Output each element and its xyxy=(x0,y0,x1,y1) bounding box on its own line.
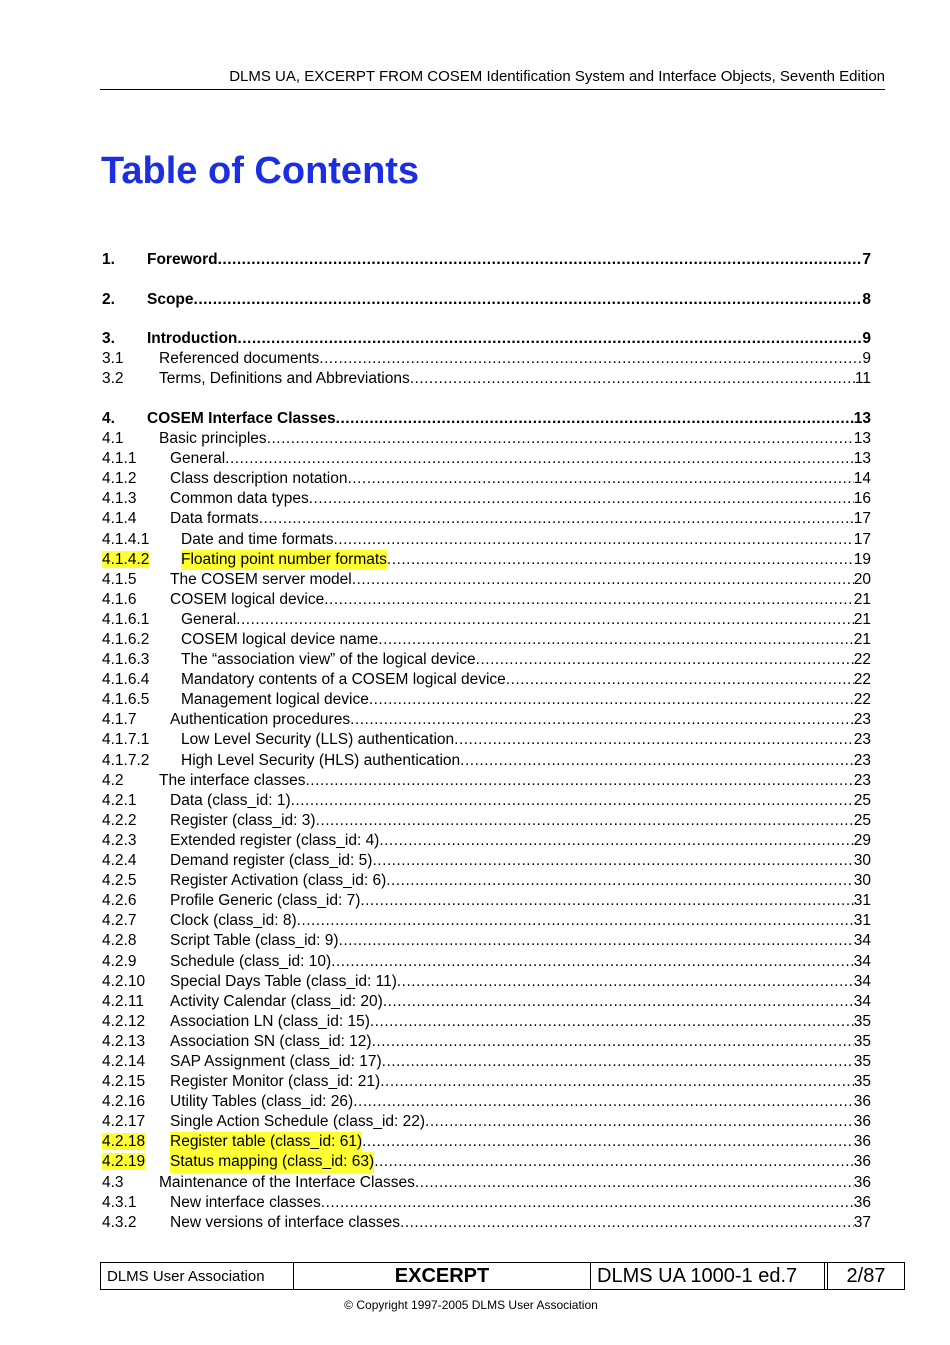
dot-leader xyxy=(386,871,854,891)
toc-entry-title: Scope xyxy=(147,290,194,308)
toc-entry-number: 4.1.6.1 xyxy=(102,610,150,628)
toc-entry-number: 4.2.17 xyxy=(102,1113,146,1131)
toc-entry[interactable] xyxy=(102,650,871,670)
toc-entry-number: 4.1.2 xyxy=(102,470,137,488)
toc-entry[interactable] xyxy=(102,1152,871,1172)
dot-leader xyxy=(321,1193,854,1213)
toc-entry[interactable] xyxy=(102,710,871,730)
toc-entry-page: 31 xyxy=(853,892,871,910)
toc-entry-page: 14 xyxy=(853,470,871,488)
toc-entry-title: Low Level Security (LLS) authentication xyxy=(181,731,455,749)
toc-entry[interactable] xyxy=(102,349,871,369)
toc-entry-title: COSEM Interface Classes xyxy=(147,409,336,427)
toc-entry[interactable] xyxy=(102,1193,871,1213)
footer-table xyxy=(100,1262,905,1290)
toc-entry[interactable] xyxy=(102,1173,871,1193)
toc-entry-number: 4.1.4.1 xyxy=(102,530,150,548)
toc-entry-number: 3.2 xyxy=(102,370,124,388)
toc-entry-page: 36 xyxy=(853,1113,871,1131)
toc-entry-page: 23 xyxy=(853,771,871,789)
toc-entry-number: 4.2.16 xyxy=(102,1093,146,1111)
toc-entry[interactable] xyxy=(102,590,871,610)
toc-entry-page: 36 xyxy=(853,1173,871,1191)
toc-entry[interactable] xyxy=(102,751,871,771)
toc-entry[interactable] xyxy=(102,1032,871,1052)
toc-entry[interactable] xyxy=(102,1112,871,1132)
toc-entry-title: The interface classes xyxy=(159,771,306,789)
toc-entry[interactable] xyxy=(102,1012,871,1032)
toc-entry-number: 4.2.4 xyxy=(102,852,137,870)
toc-entry-number: 4.2.10 xyxy=(102,972,146,990)
toc-entry-title: Extended register (class_id: 4) xyxy=(170,831,380,849)
toc-entry-title: The COSEM server model xyxy=(170,570,352,588)
dot-leader xyxy=(336,409,854,429)
toc-entry-number: 4.2.14 xyxy=(102,1052,146,1070)
toc-entry-page: 36 xyxy=(853,1093,871,1111)
toc-entry[interactable] xyxy=(102,972,871,992)
toc-entry-page: 35 xyxy=(853,1032,871,1050)
dot-leader xyxy=(324,590,854,610)
toc-entry-title: Register Activation (class_id: 6) xyxy=(170,872,387,890)
dot-leader xyxy=(506,670,854,690)
toc-entry[interactable] xyxy=(102,791,871,811)
toc-entry-title: General xyxy=(181,610,237,628)
toc-entry-title: Register (class_id: 3) xyxy=(170,811,316,829)
dot-leader xyxy=(369,690,854,710)
toc-entry-page: 13 xyxy=(853,409,871,427)
toc-entry-title: Class description notation xyxy=(170,470,348,488)
toc-entry-number: 4.1 xyxy=(102,430,124,448)
toc-entry-number: 4.1.4.2 xyxy=(102,550,150,568)
dot-leader xyxy=(305,771,853,791)
dot-leader xyxy=(291,791,854,811)
toc-entry-title: Utility Tables (class_id: 26) xyxy=(170,1093,354,1111)
dot-leader xyxy=(362,1132,854,1152)
toc-entry[interactable] xyxy=(102,811,871,831)
toc-entry-page: 36 xyxy=(853,1133,871,1151)
toc-entry-title: Status mapping (class_id: 63) xyxy=(170,1152,374,1172)
toc-entry-number: 4.1.6.4 xyxy=(102,671,150,689)
toc-entry[interactable] xyxy=(102,771,871,791)
toc-entry-page: 8 xyxy=(862,290,871,308)
toc-entry-title: Data (class_id: 1) xyxy=(170,791,291,809)
toc-entry-number: 4.1.7 xyxy=(102,711,137,729)
toc-entry-title: Association SN (class_id: 12) xyxy=(170,1032,372,1050)
toc-entry-title: Schedule (class_id: 10) xyxy=(170,952,332,970)
toc-entry-page: 22 xyxy=(853,651,871,669)
toc-entry-number: 4.2.2 xyxy=(102,811,137,829)
toc-entry[interactable] xyxy=(102,250,871,270)
dot-leader xyxy=(194,290,863,310)
dot-leader xyxy=(267,429,854,449)
dot-leader xyxy=(309,489,854,509)
dot-leader xyxy=(352,570,854,590)
dot-leader xyxy=(316,811,854,831)
dot-leader xyxy=(476,650,854,670)
toc-entry-title: Demand register (class_id: 5) xyxy=(170,852,373,870)
dot-leader xyxy=(236,610,854,630)
toc-entry-title: Introduction xyxy=(147,330,238,348)
toc-entry-number: 4. xyxy=(102,409,115,427)
dot-leader xyxy=(383,992,854,1012)
dot-leader xyxy=(348,469,854,489)
toc-entry-title: Basic principles xyxy=(159,430,267,448)
toc-entry-title: Authentication procedures xyxy=(170,711,351,729)
dot-leader xyxy=(297,911,854,931)
toc-entry-title: Single Action Schedule (class_id: 22) xyxy=(170,1113,426,1131)
toc-entry-page: 34 xyxy=(853,972,871,990)
toc-entry-title: Maintenance of the Interface Classes xyxy=(159,1173,415,1191)
toc-entry-number: 4.1.7.2 xyxy=(102,751,150,769)
toc-entry-number: 4.1.6.2 xyxy=(102,631,150,648)
toc-entry-title: Foreword xyxy=(147,251,218,268)
toc-entry-title: Common data types xyxy=(170,490,309,508)
toc-entry[interactable] xyxy=(102,409,871,429)
toc-entry[interactable] xyxy=(102,952,871,972)
toc-entry-page: 17 xyxy=(853,510,871,528)
toc-entry-title: SAP Assignment (class_id: 17) xyxy=(170,1052,382,1070)
toc-entry-page: 37 xyxy=(853,1213,871,1231)
toc-entry[interactable] xyxy=(102,449,871,469)
toc-entry-page: 20 xyxy=(853,570,871,588)
dot-leader xyxy=(454,730,854,750)
toc-entry[interactable] xyxy=(102,570,871,590)
table-of-contents xyxy=(102,250,871,1233)
toc-entry-page: 35 xyxy=(853,1052,871,1070)
dot-leader xyxy=(415,1173,854,1193)
toc-entry-number: 2. xyxy=(102,290,115,308)
toc-entry-page: 13 xyxy=(853,450,871,468)
toc-entry-page: 19 xyxy=(853,550,871,568)
toc-entry-number: 4.2.13 xyxy=(102,1032,146,1050)
toc-entry[interactable] xyxy=(102,290,871,310)
toc-entry-page: 35 xyxy=(853,1073,871,1091)
toc-entry-number: 4.1.1 xyxy=(102,450,137,468)
toc-entry[interactable] xyxy=(102,630,871,650)
toc-entry-number: 4.2.6 xyxy=(102,892,137,910)
footer-excerpt: EXCERPT xyxy=(294,1263,591,1289)
toc-entry-number: 4.1.6 xyxy=(102,590,137,608)
toc-entry-title: Referenced documents xyxy=(159,350,320,368)
toc-entry-number: 4.2.3 xyxy=(102,831,137,849)
dot-leader xyxy=(379,831,853,851)
toc-entry-page: 21 xyxy=(853,610,871,628)
toc-entry[interactable] xyxy=(102,871,871,891)
toc-entry-number: 1. xyxy=(102,251,115,268)
dot-leader xyxy=(350,710,854,730)
toc-entry-number: 4.1.6.3 xyxy=(102,651,150,669)
toc-entry-number: 4.3 xyxy=(102,1173,124,1191)
toc-entry-title: COSEM logical device name xyxy=(181,631,379,648)
toc-entry-page: 17 xyxy=(853,530,871,548)
toc-entry[interactable] xyxy=(102,369,871,389)
toc-entry-page: 31 xyxy=(853,912,871,930)
toc-entry[interactable] xyxy=(102,1132,871,1152)
dot-leader xyxy=(353,1092,854,1112)
toc-entry-title: Special Days Table (class_id: 11) xyxy=(170,972,397,990)
toc-entry-page: 25 xyxy=(853,791,871,809)
toc-entry[interactable] xyxy=(102,469,871,489)
toc-entry-number: 4.2.11 xyxy=(102,992,144,1010)
toc-entry-page: 30 xyxy=(853,852,871,870)
toc-entry-title: Clock (class_id: 8) xyxy=(170,912,297,930)
dot-leader xyxy=(319,349,862,369)
toc-entry-number: 4.1.4 xyxy=(102,510,137,528)
toc-entry-page: 22 xyxy=(853,691,871,709)
toc-entry-title: Floating point number formats xyxy=(181,550,387,570)
toc-entry-number: 4.2.7 xyxy=(102,912,137,930)
dot-leader xyxy=(372,851,853,871)
toc-entry[interactable] xyxy=(102,530,871,550)
toc-entry-number: 4.2.1 xyxy=(102,791,137,809)
toc-entry-number: 4.2.9 xyxy=(102,952,137,970)
toc-entry-number: 4.1.6.5 xyxy=(102,691,150,709)
dot-leader xyxy=(339,931,854,951)
toc-entry-page: 21 xyxy=(853,631,871,648)
toc-entry-page: 9 xyxy=(862,350,871,368)
toc-entry-title: The “association view” of the logical device xyxy=(181,651,476,669)
toc-entry-page: 34 xyxy=(853,932,871,950)
toc-entry[interactable] xyxy=(102,429,871,449)
toc-entry[interactable] xyxy=(102,1052,871,1072)
toc-entry-page: 23 xyxy=(853,711,871,729)
toc-entry-page: 25 xyxy=(853,811,871,829)
footer-association: DLMS User Association xyxy=(101,1263,294,1289)
toc-entry-title: Data formats xyxy=(170,510,259,528)
toc-entry-page: 34 xyxy=(853,992,871,1010)
toc-entry[interactable] xyxy=(102,992,871,1012)
toc-entry-page: 34 xyxy=(853,952,871,970)
toc-entry-number: 4.2.19 xyxy=(102,1153,146,1171)
dot-leader xyxy=(410,369,855,389)
toc-entry-page: 35 xyxy=(853,1012,871,1030)
toc-entry-title: General xyxy=(170,450,226,468)
footer-page-number: 2/87 xyxy=(846,1264,886,1287)
toc-entry-title: Mandatory contents of a COSEM logical device xyxy=(181,671,506,689)
dot-leader xyxy=(382,1052,854,1072)
toc-entry-number: 4.2.15 xyxy=(102,1073,146,1091)
toc-entry-page: 11 xyxy=(854,370,871,388)
toc-entry-page: 23 xyxy=(853,731,871,749)
dot-leader xyxy=(360,891,853,911)
toc-entry-title: New versions of interface classes xyxy=(170,1213,401,1231)
toc-entry-page: 13 xyxy=(853,430,871,448)
toc-entry[interactable] xyxy=(102,891,871,911)
toc-entry-number: 4.2.12 xyxy=(102,1012,146,1030)
toc-entry-title: Register table (class_id: 61) xyxy=(170,1132,362,1152)
copyright-notice: © Copyright 1997-2005 DLMS User Association xyxy=(344,1298,598,1312)
toc-entry[interactable] xyxy=(102,550,871,570)
toc-entry-title: COSEM logical device xyxy=(170,590,325,608)
toc-entry-title: Management logical device xyxy=(181,691,369,709)
toc-entry-page: 16 xyxy=(853,490,871,508)
toc-entry-page: 22 xyxy=(853,671,871,689)
toc-entry-page: 36 xyxy=(853,1193,871,1211)
toc-entry-title: Register Monitor (class_id: 21) xyxy=(170,1073,381,1091)
dot-leader xyxy=(331,952,854,972)
toc-entry[interactable] xyxy=(102,670,871,690)
toc-entry[interactable] xyxy=(102,1072,871,1092)
toc-entry-number: 4.3.1 xyxy=(102,1193,137,1211)
dot-leader xyxy=(372,1032,854,1052)
dot-leader xyxy=(374,1152,854,1172)
dot-leader xyxy=(460,751,854,771)
page-title: Table of Contents xyxy=(101,150,420,192)
toc-entry[interactable] xyxy=(102,931,871,951)
toc-entry-number: 4.2 xyxy=(102,771,124,789)
toc-entry[interactable] xyxy=(102,509,871,529)
dot-leader xyxy=(425,1112,854,1132)
toc-entry[interactable] xyxy=(102,329,871,349)
toc-entry-title: Profile Generic (class_id: 7) xyxy=(170,892,361,910)
toc-entry-title: Terms, Definitions and Abbreviations xyxy=(159,370,410,388)
running-header: DLMS UA, EXCERPT FROM COSEM Identification System and Interface Objects, Seventh Edition xyxy=(100,66,885,90)
toc-entry-number: 4.1.7.1 xyxy=(102,731,150,749)
toc-entry-title: New interface classes xyxy=(170,1193,321,1211)
toc-entry[interactable] xyxy=(102,1092,871,1112)
toc-entry[interactable] xyxy=(102,489,871,509)
toc-entry-number: 4.1.5 xyxy=(102,570,137,588)
toc-entry-title: High Level Security (HLS) authentication xyxy=(181,751,461,769)
toc-entry-number: 3. xyxy=(102,330,115,348)
toc-entry-number: 4.1.3 xyxy=(102,490,137,508)
footer-document-id: DLMS UA 1000-1 ed.7 xyxy=(591,1263,828,1289)
toc-entry[interactable] xyxy=(102,1213,871,1233)
toc-entry[interactable] xyxy=(102,610,871,630)
toc-entry-title: Script Table (class_id: 9) xyxy=(170,932,339,950)
dot-leader xyxy=(333,530,853,550)
dot-leader xyxy=(380,1072,854,1092)
toc-entry-number: 4.2.18 xyxy=(102,1133,146,1151)
toc-entry-number: 3.1 xyxy=(102,350,124,368)
toc-entry[interactable] xyxy=(102,831,871,851)
dot-leader xyxy=(259,509,854,529)
toc-entry-number: 4.2.8 xyxy=(102,932,137,950)
toc-entry[interactable] xyxy=(102,730,871,750)
toc-entry-number: 4.3.2 xyxy=(102,1213,137,1231)
toc-entry-title: Date and time formats xyxy=(181,530,334,548)
toc-entry[interactable] xyxy=(102,851,871,871)
toc-entry[interactable] xyxy=(102,911,871,931)
dot-leader xyxy=(400,1213,854,1233)
toc-entry-number: 4.2.5 xyxy=(102,872,137,890)
toc-entry-page: 29 xyxy=(853,831,871,849)
toc-entry-title: Activity Calendar (class_id: 20) xyxy=(170,992,383,1010)
dot-leader xyxy=(218,250,863,270)
toc-entry-page: 9 xyxy=(862,330,871,348)
dot-leader xyxy=(370,1012,854,1032)
dot-leader xyxy=(378,630,853,650)
toc-entry-page: 21 xyxy=(853,590,871,608)
dot-leader xyxy=(387,550,854,570)
toc-entry-title: Association LN (class_id: 15) xyxy=(170,1012,370,1030)
dot-leader xyxy=(237,329,862,349)
toc-entry-page: 7 xyxy=(862,251,871,268)
dot-leader xyxy=(225,449,854,469)
toc-entry-page: 36 xyxy=(853,1153,871,1171)
toc-entry-page: 23 xyxy=(853,751,871,769)
toc-entry[interactable] xyxy=(102,690,871,710)
toc-entry-page: 30 xyxy=(853,872,871,890)
dot-leader xyxy=(397,972,854,992)
